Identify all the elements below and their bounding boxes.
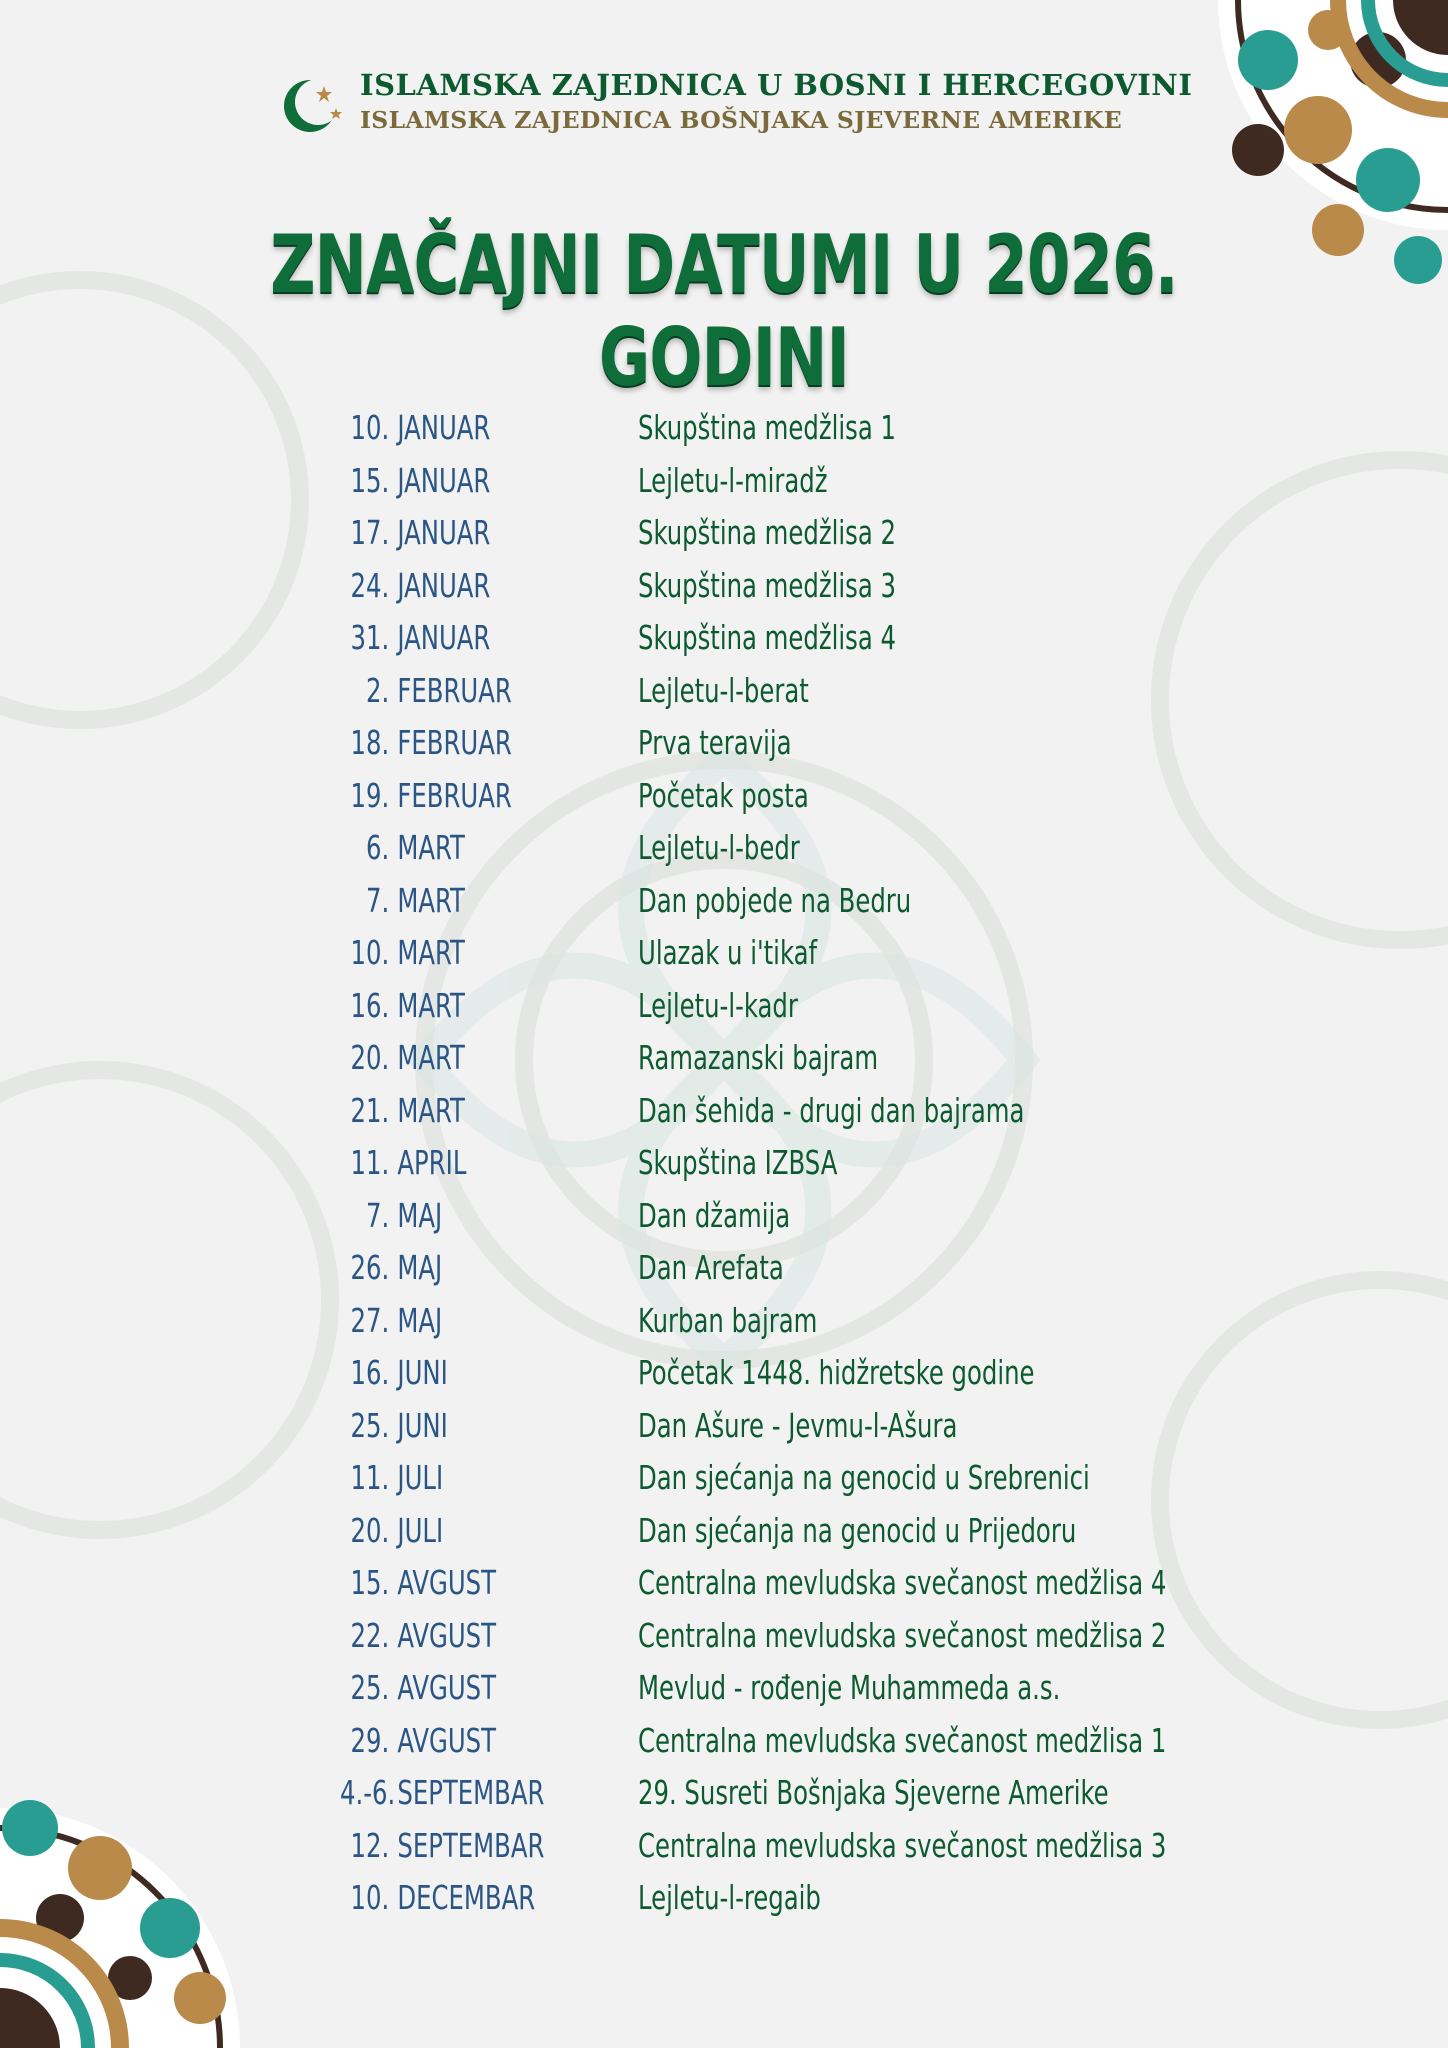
event-description: Skupština medžlisa 2: [638, 513, 896, 552]
event-description: Skupština medžlisa 4: [638, 618, 896, 657]
event-month: JUNI: [397, 1405, 448, 1445]
event-month: MAJ: [397, 1195, 443, 1235]
event-day: 18.: [350, 723, 390, 762]
event-row: [340, 1143, 1240, 1196]
event-day: 2.: [365, 670, 390, 710]
event-row: [340, 408, 1240, 461]
event-month: APRIL: [397, 1143, 467, 1182]
event-description: Centralna mevludska svečanost medžlisa 4: [638, 1563, 1167, 1602]
event-row: [340, 1826, 1240, 1879]
event-day: 25.: [350, 1668, 390, 1707]
event-row: [340, 1353, 1240, 1406]
event-day: 7.: [365, 880, 390, 920]
event-day: 15.: [350, 460, 390, 500]
event-description: Početak posta: [638, 775, 809, 815]
event-date: [340, 1511, 553, 1550]
event-month: MART: [397, 1090, 465, 1130]
event-day: 26.: [350, 1248, 390, 1287]
event-description: Ramazanski bajram: [638, 1038, 879, 1077]
event-month: FEBRUAR: [397, 723, 512, 762]
event-row: [340, 1773, 1240, 1826]
event-date: [340, 776, 553, 815]
event-row: [340, 671, 1240, 724]
event-month: MART: [397, 828, 465, 867]
event-description: Dan pobjede na Bedru: [638, 880, 912, 920]
event-description: Skupština medžlisa 1: [638, 408, 896, 447]
event-description: Lejletu-l-bedr: [638, 828, 800, 867]
event-description: Centralna mevludska svečanost medžlisa 1: [638, 1720, 1167, 1760]
event-description: Skupština medžlisa 3: [638, 565, 896, 605]
event-description: Dan džamija: [638, 1195, 791, 1235]
event-month: AVGUST: [397, 1720, 496, 1760]
event-month: JULI: [397, 1510, 444, 1550]
event-row: [340, 618, 1240, 671]
event-row: [340, 1458, 1240, 1511]
event-row: [340, 513, 1240, 566]
event-month: AVGUST: [397, 1615, 496, 1655]
event-date: [340, 1458, 553, 1497]
event-date: [340, 828, 553, 867]
event-description: Početak 1448. hidžretske godine: [638, 1353, 1035, 1392]
event-date: [340, 1668, 553, 1707]
event-day: 20.: [350, 1038, 390, 1077]
event-date: [340, 723, 553, 762]
event-day: 11.: [350, 1458, 390, 1497]
event-row: [340, 723, 1240, 776]
event-month: FEBRUAR: [397, 670, 512, 710]
event-description: Dan sjećanja na genocid u Prijedoru: [638, 1510, 1077, 1550]
event-description: Ulazak u i'tikaf: [638, 933, 818, 972]
events-list: [340, 408, 1240, 1931]
event-date: [340, 513, 553, 552]
event-row: [340, 1616, 1240, 1669]
event-description: Dan Ašure - Jevmu-l-Ašura: [638, 1405, 958, 1445]
event-month: JANUAR: [397, 565, 491, 605]
event-month: AVGUST: [397, 1668, 496, 1707]
event-day: 20.: [350, 1510, 390, 1550]
event-date: [340, 1301, 553, 1340]
header: [280, 64, 1193, 144]
event-day: 7.: [365, 1195, 390, 1235]
event-date: [340, 618, 553, 657]
event-date: [340, 1721, 553, 1760]
event-row: [340, 1406, 1240, 1459]
event-month: DECEMBAR: [397, 1878, 536, 1917]
bottom-left-ornament: [0, 1718, 300, 2048]
event-month: JUNI: [397, 1353, 448, 1392]
event-month: MAJ: [397, 1248, 443, 1287]
event-month: MART: [397, 933, 465, 972]
event-month: JANUAR: [397, 618, 491, 657]
event-date: [340, 1143, 553, 1182]
event-date: [340, 671, 553, 710]
event-date: [340, 408, 553, 447]
event-description: Kurban bajram: [638, 1300, 818, 1340]
event-date: [340, 1563, 553, 1602]
event-date: [340, 566, 553, 605]
event-row: [340, 1878, 1240, 1931]
event-row: [340, 1091, 1240, 1144]
event-description: Mevlud - rođenje Muhammeda a.s.: [638, 1668, 1061, 1707]
event-month: SEPTEMBAR: [397, 1773, 545, 1812]
event-row: [340, 881, 1240, 934]
event-date: [340, 933, 553, 972]
event-month: AVGUST: [397, 1563, 496, 1602]
event-row: [340, 1721, 1240, 1774]
event-month: JANUAR: [397, 513, 491, 552]
event-date: [340, 1878, 553, 1917]
event-description: Lejletu-l-kadr: [638, 985, 798, 1025]
event-day: 16.: [350, 985, 390, 1025]
event-day: 17.: [350, 513, 390, 552]
event-date: [340, 1773, 553, 1812]
event-row: [340, 828, 1240, 881]
event-month: SEPTEMBAR: [397, 1825, 545, 1865]
event-date: [340, 1826, 553, 1865]
event-row: [340, 1038, 1240, 1091]
event-date: [340, 1091, 553, 1130]
event-day: 12.: [350, 1825, 390, 1865]
event-row: [340, 1301, 1240, 1354]
event-description: Lejletu-l-berat: [638, 670, 809, 710]
event-description: Prva teravija: [638, 723, 792, 762]
event-day: 31.: [350, 618, 390, 657]
event-date: [340, 1196, 553, 1235]
event-date: [340, 986, 553, 1025]
event-description: Lejletu-l-miradž: [638, 460, 828, 500]
organization-name-north-america: ISLAMSKA ZAJEDNICA BOŠNJAKA SJEVERNE AMERIKE: [360, 106, 1122, 134]
event-description: Dan šehida - drugi dan bajrama: [638, 1090, 1025, 1130]
event-date: [340, 1406, 553, 1445]
event-description: Dan sjećanja na genocid u Srebrenici: [638, 1458, 1090, 1497]
event-day: 10.: [350, 408, 390, 447]
event-date: [340, 1616, 553, 1655]
event-description: 29. Susreti Bošnjaka Sjeverne Amerike: [638, 1773, 1109, 1812]
event-day: 27.: [350, 1300, 390, 1340]
event-day: 29.: [350, 1720, 390, 1760]
event-day: 21.: [350, 1090, 390, 1130]
event-month: JANUAR: [397, 460, 491, 500]
event-row: [340, 1563, 1240, 1616]
event-description: Skupština IZBSA: [638, 1143, 838, 1182]
event-day: 11.: [350, 1143, 390, 1182]
event-day: 4.-6.: [340, 1773, 396, 1812]
event-month: JULI: [397, 1458, 444, 1497]
event-row: [340, 1511, 1240, 1564]
event-description: Centralna mevludska svečanost medžlisa 2: [638, 1615, 1167, 1655]
event-date: [340, 881, 553, 920]
event-date: [340, 1038, 553, 1077]
organization-name-bih: ISLAMSKA ZAJEDNICA U BOSNI I HERCEGOVINI: [360, 68, 1193, 102]
event-month: MART: [397, 985, 465, 1025]
event-row: [340, 1668, 1240, 1721]
event-day: 6.: [365, 828, 390, 867]
event-day: 10.: [350, 933, 390, 972]
event-month: MAJ: [397, 1300, 443, 1340]
event-row: [340, 986, 1240, 1039]
event-day: 19.: [350, 775, 390, 815]
event-date: [340, 1248, 553, 1287]
event-description: Lejletu-l-regaib: [638, 1878, 821, 1917]
event-day: 15.: [350, 1563, 390, 1602]
event-day: 25.: [350, 1405, 390, 1445]
event-date: [340, 461, 553, 500]
event-day: 10.: [350, 1878, 390, 1917]
event-month: MART: [397, 880, 465, 920]
event-day: 22.: [350, 1615, 390, 1655]
event-description: Dan Arefata: [638, 1248, 784, 1287]
crescent-star-logo-icon: [280, 64, 350, 144]
event-month: FEBRUAR: [397, 775, 512, 815]
event-row: [340, 1248, 1240, 1301]
event-row: [340, 1196, 1240, 1249]
event-month: MART: [397, 1038, 465, 1077]
event-row: [340, 933, 1240, 986]
page-title: ZNAČAJNI DATUMI U 2026. GODINI: [270, 218, 1178, 404]
event-day: 24.: [350, 565, 390, 605]
event-month: JANUAR: [397, 408, 491, 447]
event-row: [340, 566, 1240, 619]
event-date: [340, 1353, 553, 1392]
event-row: [340, 776, 1240, 829]
event-day: 16.: [350, 1353, 390, 1392]
event-description: Centralna mevludska svečanost medžlisa 3: [638, 1825, 1167, 1865]
event-row: [340, 461, 1240, 514]
